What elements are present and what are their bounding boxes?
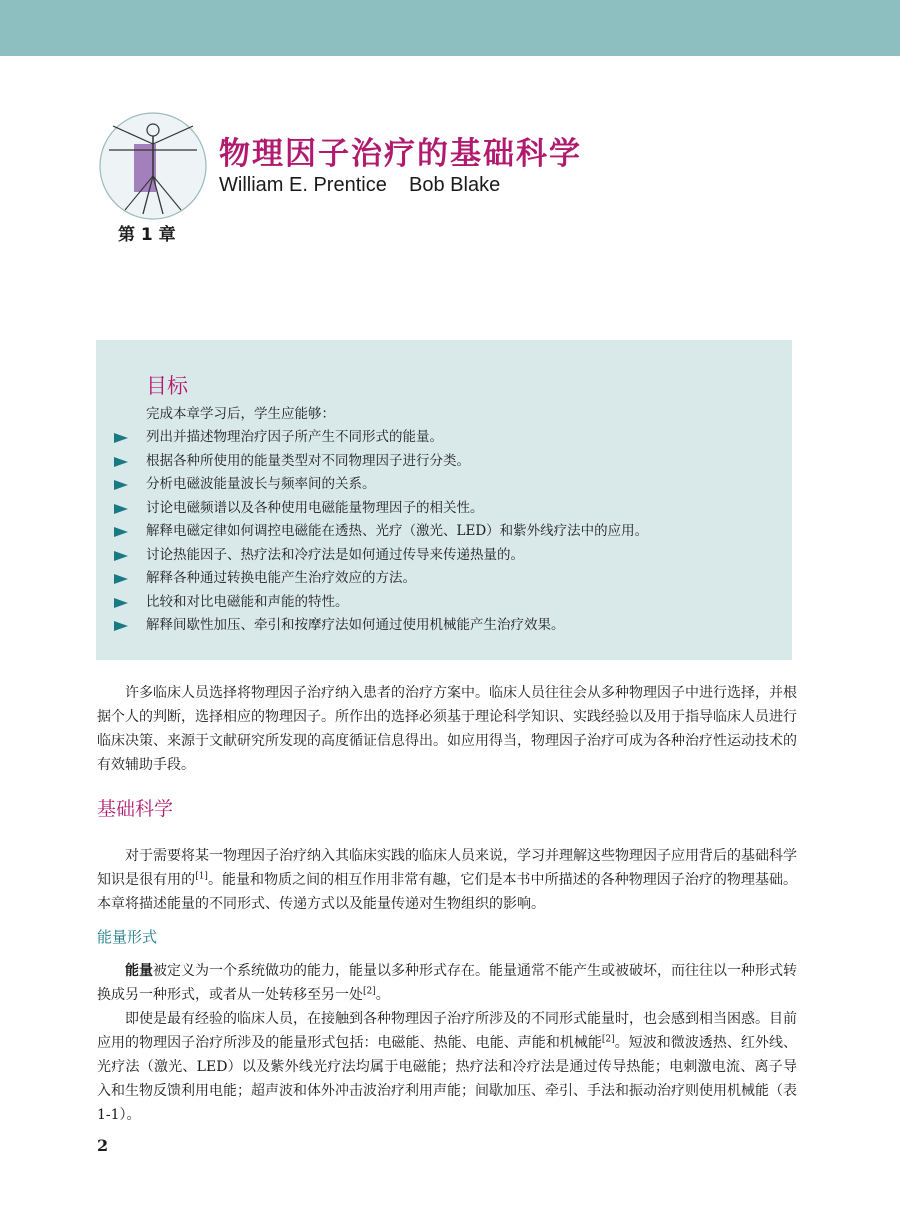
arrow-bullet-icon — [114, 598, 128, 608]
arrow-bullet-icon — [114, 480, 128, 490]
objective-item: 列出并描述物理治疗因子所产生不同形式的能量。 — [96, 426, 786, 450]
objective-item: 解释各种通过转换电能产生治疗效应的方法。 — [96, 567, 786, 591]
chapter-authors: William E. Prentice Bob Blake — [219, 174, 501, 196]
chapter-label: 第 1 章 — [118, 225, 176, 245]
objectives-heading: 目标 — [146, 374, 188, 398]
section-heading: 基础科学 — [97, 798, 174, 820]
objective-item: 讨论电磁频谱以及各种使用电磁能量物理因子的相关性。 — [96, 497, 786, 521]
arrow-bullet-icon — [114, 527, 128, 537]
page-number: 2 — [97, 1136, 109, 1155]
arrow-bullet-icon — [114, 621, 128, 631]
energy-term: 能量 — [125, 963, 153, 979]
section-paragraph: 对于需要将某一物理因子治疗纳入其临床实践的临床人员来说，学习并理解这些物理因子应用背后的基础科学知识是很有用的[1]。能量和物质之间的相互作用非常有趣，它们是本书中所描述的各种物理因子治疗的物理基础。本章将描述能量的不同形式、传递方式以及能量传递对生物组织的影响。 — [97, 848, 798, 912]
arrow-bullet-icon — [114, 551, 128, 561]
arrow-bullet-icon — [114, 433, 128, 443]
energy-definition-paragraph: 能量被定义为一个系统做功的能力，能量以多种形式存在。能量通常不能产生或被破坏，而往往以一种形式转换成另一种形式，或者从一处转移至另一处[2]。 — [97, 963, 797, 1003]
energy-forms-paragraph: 即使是最有经验的临床人员，在接触到各种物理因子治疗所涉及的不同形式能量时，也会感到相当困惑。目前应用的物理因子治疗所涉及的能量形式包括：电磁能、热能、电能、声能和机械能[2]。短波和微波透热、红外线、光疗法（激光、LED）以及紫外线光疗法均属于电磁能；热疗法和冷疗法是通过传导热能；电刺激电流、离子导入和生物反馈利用电能；超声波和体外冲击波治疗利用声能；间歇加压、牵引、手法和振动治疗则使用机械能（表 1-1）。 — [97, 1011, 798, 1123]
objective-item: 解释间歇性加压、牵引和按摩疗法如何通过使用机械能产生治疗效果。 — [96, 614, 786, 638]
objectives-intro: 完成本章学习后，学生应能够： — [146, 406, 335, 422]
objective-item: 解释电磁定律如何调控电磁能在透热、光疗（激光、LED）和紫外线疗法中的应用。 — [96, 520, 786, 544]
arrow-bullet-icon — [114, 574, 128, 584]
arrow-bullet-icon — [114, 457, 128, 467]
objective-item: 讨论热能因子、热疗法和冷疗法是如何通过传导来传递热量的。 — [96, 544, 786, 568]
citation-ref: [2] — [363, 986, 376, 997]
chapter-title: 物理因子治疗的基础科学 — [219, 136, 582, 172]
vitruvian-man-icon — [97, 110, 209, 222]
objectives-box — [96, 340, 792, 660]
intro-paragraph: 许多临床人员选择将物理因子治疗纳入患者的治疗方案中。临床人员往往会从多种物理因子中进行选择，并根据个人的判断，选择相应的物理因子。所作出的选择必须基于理论科学知识、实践经验以及用于指导临床人员进行临床决策、来源于文献研究所发现的高度循证信息得出。如应用得当，物理因子治疗可成为各种治疗性运动技术的有效辅助手段。 — [97, 685, 797, 773]
citation-ref: [2] — [601, 1034, 615, 1045]
objective-item: 比较和对比电磁能和声能的特性。 — [96, 591, 786, 615]
objective-item: 根据各种所使用的能量类型对不同物理因子进行分类。 — [96, 450, 786, 474]
citation-ref: [1] — [195, 871, 208, 882]
top-color-band — [0, 0, 900, 56]
subsection-heading: 能量形式 — [97, 928, 158, 946]
arrow-bullet-icon — [114, 504, 128, 514]
objective-item: 分析电磁波能量波长与频率间的关系。 — [96, 473, 786, 497]
objectives-list — [96, 426, 786, 638]
